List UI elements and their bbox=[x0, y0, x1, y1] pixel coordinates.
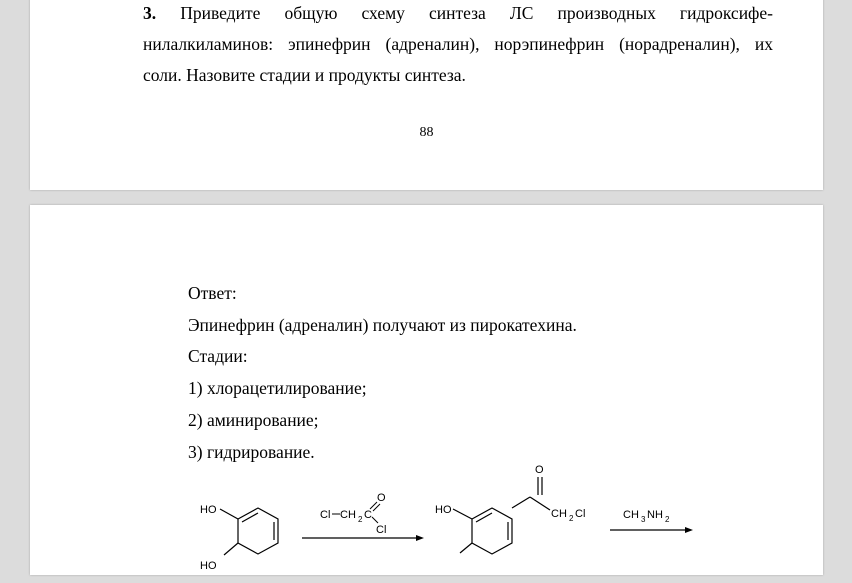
reagent2-nh: NH bbox=[647, 509, 663, 521]
reagent2-sub2: 2 bbox=[665, 515, 670, 524]
chloroacetyl-chloride-reagent bbox=[302, 492, 424, 541]
page-number: 88 bbox=[419, 125, 434, 140]
task-line-3: соли. Назовите стадии и продукты синтеза. bbox=[143, 65, 466, 85]
document-page-top bbox=[30, 0, 823, 190]
chloromethyl-ch: CH bbox=[551, 508, 567, 520]
task-line-2: нилалкиламинов: эпинефрин (адреналин), норэпинефрин (норадреналин), их bbox=[143, 34, 773, 54]
hydroxy-label-2: HO bbox=[200, 560, 217, 572]
reagent1-ch: CH bbox=[340, 509, 356, 521]
hydroxy-label-3: HO bbox=[435, 504, 452, 516]
benzene-ring-1 bbox=[238, 508, 278, 554]
reagent1-c: C bbox=[364, 509, 372, 521]
task-question bbox=[143, 0, 773, 91]
task-number: 3. bbox=[143, 3, 157, 23]
stage-item-3: 3) гидрирование. bbox=[188, 442, 315, 462]
hydroxy-label-1: HO bbox=[200, 504, 217, 516]
reagent1-sub: 2 bbox=[358, 515, 363, 524]
stage-item-2: 2) аминирование; bbox=[188, 410, 319, 430]
chloromethyl-sub: 2 bbox=[569, 514, 574, 523]
reagent2-ch: CH bbox=[623, 509, 639, 521]
synthesis-scheme bbox=[180, 464, 740, 583]
ketone-oxygen: O bbox=[535, 464, 544, 476]
benzene-ring-2 bbox=[472, 508, 512, 554]
methylamine-reagent bbox=[610, 509, 693, 533]
chloromethyl-cl: Cl bbox=[575, 508, 586, 520]
reagent1-cl-right: Cl bbox=[376, 524, 387, 536]
task-line-1-text: Приведите общую схему синтеза ЛС производных гидроксифе- bbox=[180, 3, 773, 23]
reagent1-cl-left: Cl bbox=[320, 509, 331, 521]
answer-intro: Эпинефрин (адреналин) получают из пирокатехина. bbox=[188, 315, 577, 335]
task-line-1 bbox=[143, 0, 773, 29]
reagent1-o: O bbox=[377, 492, 386, 504]
document-page-bottom bbox=[30, 205, 823, 575]
pyrocatechol-structure bbox=[200, 504, 278, 572]
stages-heading: Стадии: bbox=[188, 346, 248, 366]
chloroacetyl-catechol-structure bbox=[435, 464, 585, 554]
stage-item-1: 1) хлорацетилирование; bbox=[188, 378, 367, 398]
reagent2-sub3: 3 bbox=[641, 515, 646, 524]
answer-heading: Ответ: bbox=[188, 283, 237, 303]
